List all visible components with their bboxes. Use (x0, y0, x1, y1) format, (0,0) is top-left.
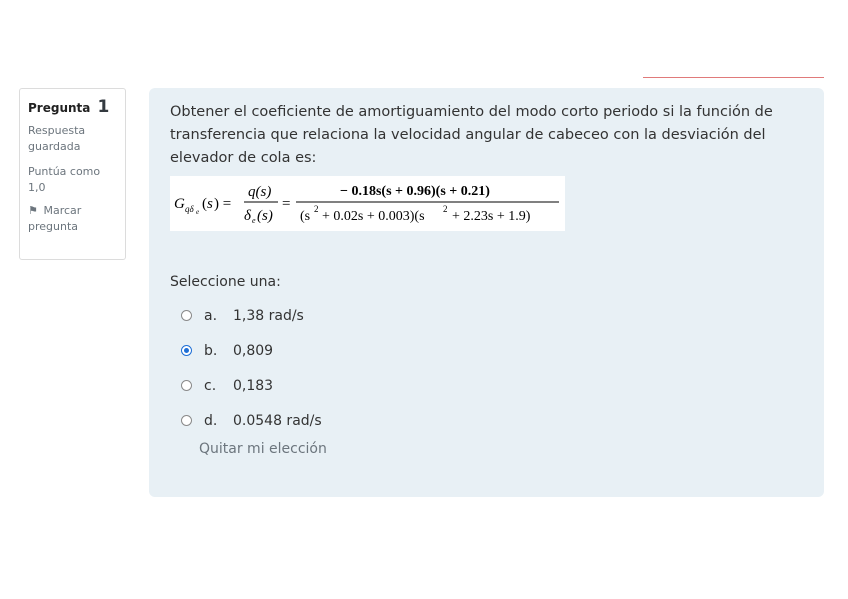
formula-num1: q(s) (248, 184, 272, 200)
svg-text:2: 2 (314, 204, 319, 214)
answer-prompt: Seleccione una: (170, 274, 281, 290)
radio-option-d[interactable] (181, 415, 192, 426)
option-a[interactable] (170, 298, 804, 333)
question-number: 1 (97, 97, 110, 117)
option-text: 0.0548 rad/s (233, 412, 322, 429)
flag-question-link[interactable] (28, 201, 117, 236)
svg-text:2: 2 (443, 204, 448, 214)
option-letter: b. (204, 342, 218, 359)
grade-line-2: 1,0 (28, 181, 46, 194)
clear-choice-link[interactable]: Quitar mi elección (199, 441, 327, 457)
option-text: 0,183 (233, 377, 274, 394)
formula-subscript: qδ (185, 204, 194, 214)
flag-icon: ⚑ (28, 204, 38, 217)
state-line-1: Respuesta (28, 124, 86, 137)
grade-line-1: Puntúa como (28, 165, 101, 178)
option-d[interactable] (170, 403, 804, 438)
svg-text:=: = (282, 196, 291, 212)
radio-option-c[interactable] (181, 380, 192, 391)
formula-den1: δ (244, 208, 251, 224)
flag-line-1: Marcar (43, 204, 82, 217)
svg-text:(s): (s) (257, 208, 273, 224)
question-grade (28, 162, 117, 197)
option-letter: d. (204, 412, 218, 429)
svg-text:e: e (196, 208, 200, 216)
option-letter: c. (204, 377, 217, 394)
svg-text:s: s (207, 196, 213, 212)
formula-num2: − 0.18s(s + 0.96)(s + 0.21) (340, 184, 490, 199)
option-text: 1,38 rad/s (233, 307, 304, 324)
svg-text:e: e (252, 216, 256, 225)
option-letter: a. (204, 307, 218, 324)
svg-text:+ 0.02s + 0.003)(s: + 0.02s + 0.003)(s (322, 209, 425, 224)
question-content (149, 88, 824, 497)
svg-text:(: ( (202, 196, 207, 212)
answer-options (170, 298, 804, 438)
svg-text:) =: ) = (214, 196, 232, 212)
option-text: 0,809 (233, 342, 274, 359)
question-info-panel (19, 88, 126, 260)
question-title (28, 97, 117, 117)
formula-g: G (174, 196, 185, 212)
option-b[interactable] (170, 333, 804, 368)
flag-line-2: pregunta (28, 220, 79, 233)
formula-den2: (s (300, 209, 311, 224)
question-state (28, 121, 117, 156)
radio-option-b[interactable] (181, 345, 192, 356)
question-text: Obtener el coeficiente de amortiguamiento del modo corto periodo si la función de transferencia que relaciona la velocidad angular de cabeceo con la desviación del elevador de cola es: (170, 104, 773, 166)
option-c[interactable] (170, 368, 804, 403)
header-accent-line (643, 77, 824, 78)
svg-text:+ 2.23s + 1.9): + 2.23s + 1.9) (452, 209, 531, 224)
transfer-function-formula (170, 176, 565, 231)
radio-option-a[interactable] (181, 310, 192, 321)
question-label: Pregunta (28, 101, 91, 115)
state-line-2: guardada (28, 140, 81, 153)
